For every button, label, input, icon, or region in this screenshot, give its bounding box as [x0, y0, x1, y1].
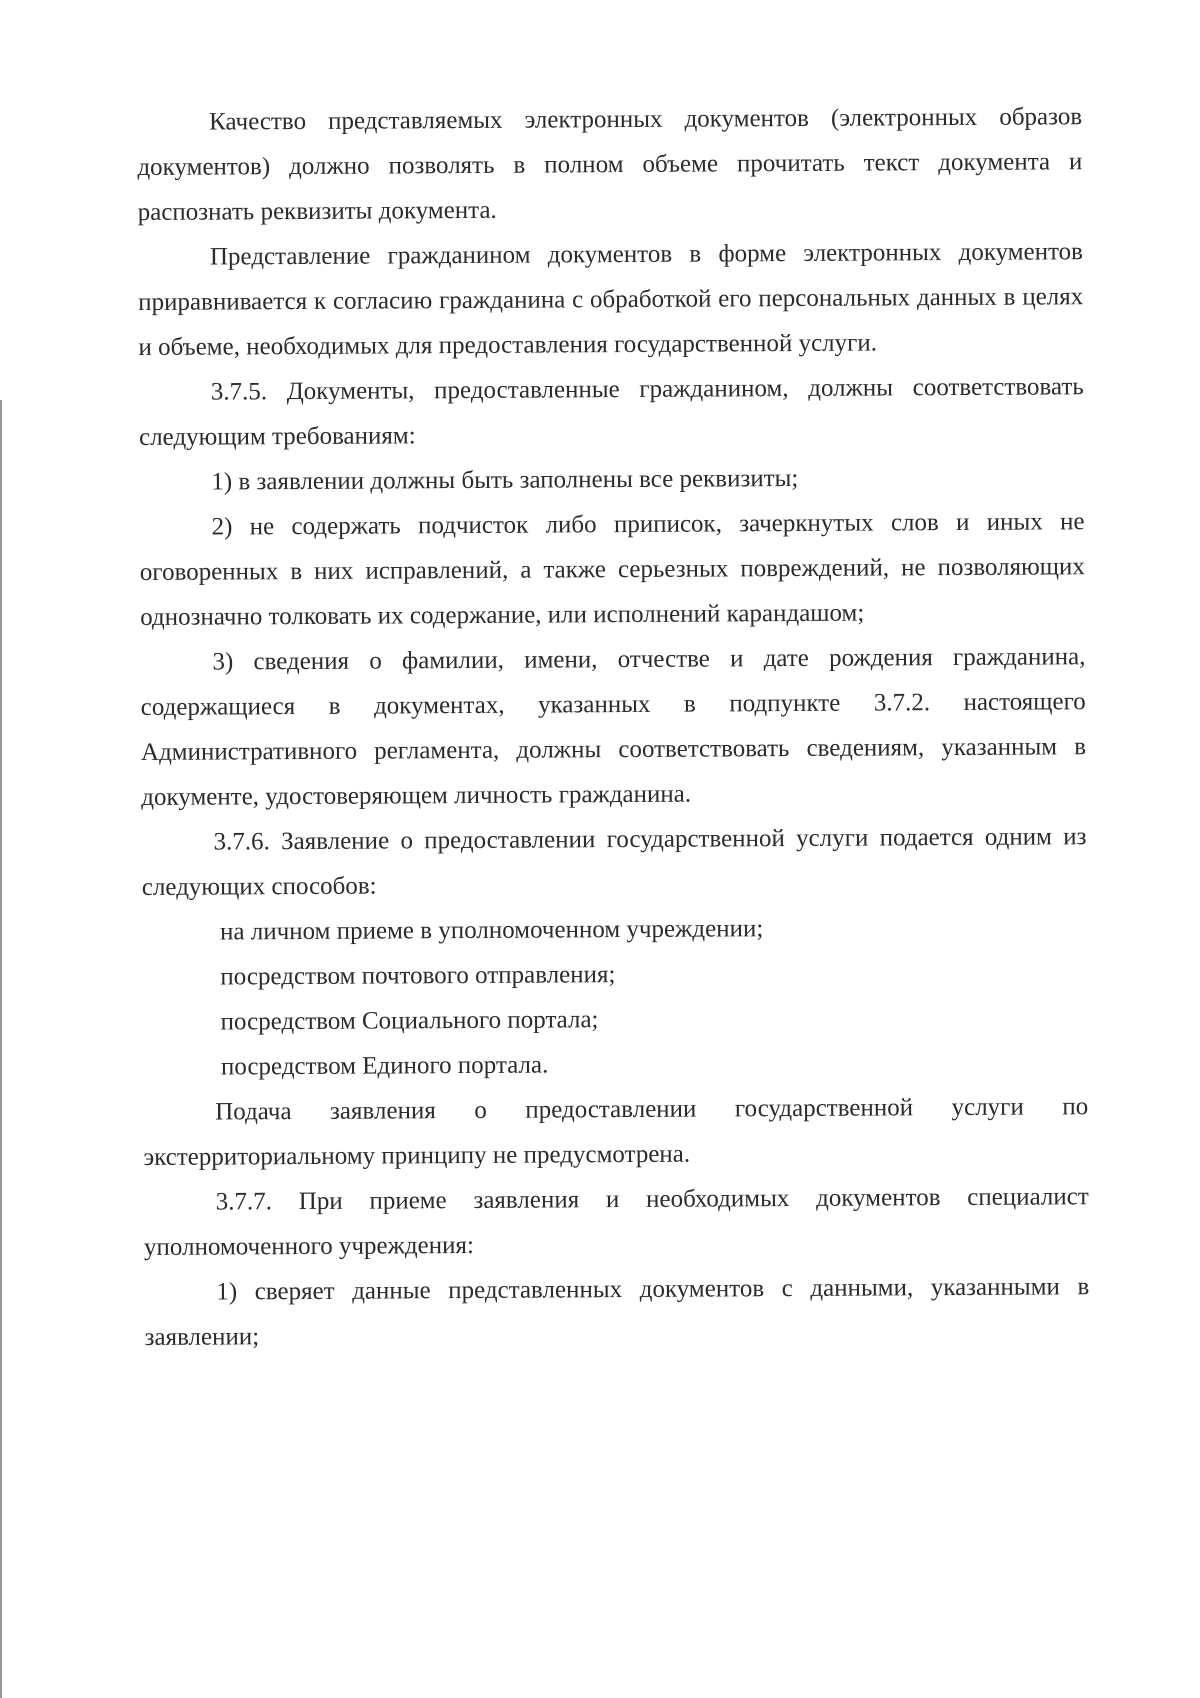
scan-edge — [0, 400, 2, 1698]
method-social-portal: посредством Социального портала; — [220, 1006, 599, 1036]
method-mail: посредством почтового отправления; — [220, 961, 616, 991]
paragraph-step-1: 1) сверяет данные представленных документов с данными, указанными в заявлении; — [144, 1273, 1090, 1351]
paragraph-requirement-2: 2) не содержать подчисток либо приписок, зачеркнутых слов и иных не оговоренных в них исправлений, а также серьезных повреждений, не позволяющих однозначно толковать их содержание, или исполнений карандашом; — [139, 508, 1085, 631]
paragraph-extraterritorial: Подача заявления о предоставлении государственной услуги по экстерриториальному принципу не предусмотрена. — [143, 1093, 1089, 1171]
method-unified-portal: посредством Единого портала. — [220, 1051, 549, 1081]
document-body — [137, 94, 1090, 1360]
paragraph-requirement-1: 1) в заявлении должны быть заполнены все реквизиты; — [211, 464, 799, 496]
paragraph-3-7-5: 3.7.5. Документы, предоставленные гражданином, должны соответствовать следующим требованиям: — [138, 373, 1084, 451]
paragraph-electronic-quality: Качество представляемых электронных документов (электронных образов документов) должно позволять в полном объеме прочитать текст документа и распознать реквизиты документа. — [137, 103, 1083, 226]
method-personal: на личном приеме в уполномоченном учреждении; — [220, 915, 764, 946]
paragraph-3-7-6: 3.7.6. Заявление о предоставлении государственной услуги подается одним из следующих способов: — [141, 823, 1087, 901]
paragraph-consent: Представление гражданином документов в форме электронных документов приравнивается к согласию гражданина с обработкой его персональных данных в целях и объеме, необходимых для предоставления государственной услуги. — [138, 238, 1084, 361]
paragraph-requirement-3: 3) сведения о фамилии, имени, отчестве и дате рождения гражданина, содержащиеся в документах, указанных в подпункте 3.7.2. настоящего Административного регламента, должны соответствовать сведениям, указанным в документе, удостоверяющем личность гражданина. — [140, 643, 1087, 811]
paragraph-3-7-7: 3.7.7. При приеме заявления и необходимых документов специалист уполномоченного учреждения: — [143, 1183, 1089, 1261]
